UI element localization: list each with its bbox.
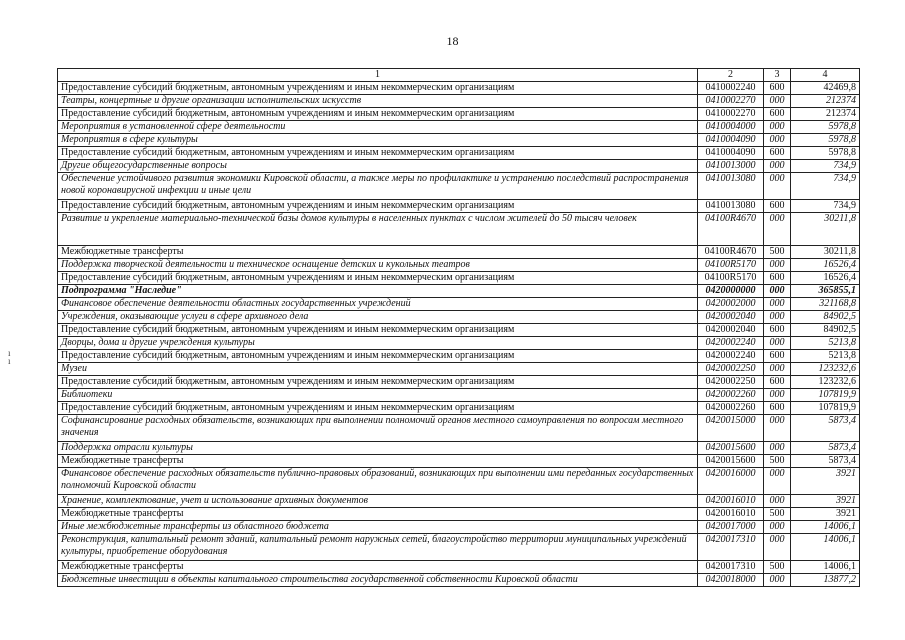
- row-code: 0420002040: [698, 324, 764, 337]
- row-sum: 107819,9: [791, 402, 860, 415]
- table-row: [58, 213, 860, 246]
- row-name: Софинансирование расходных обязательств, возникающих при выполнении полномочий органов местного самоуправления по вопросам местного значения: [58, 415, 698, 442]
- row-sum: 5978,8: [791, 147, 860, 160]
- row-vr: 500: [764, 561, 791, 574]
- row-name: Бюджетные инвестиции в объекты капитального строительства государственной собственности Кировской области: [58, 574, 698, 587]
- table-row: [58, 246, 860, 259]
- table-row: [58, 455, 860, 468]
- row-code: 0410002270: [698, 95, 764, 108]
- row-name: Межбюджетные трансферты: [58, 561, 698, 574]
- row-sum: 365855,1: [791, 285, 860, 298]
- row-code: 0410004090: [698, 147, 764, 160]
- row-code: 0420017000: [698, 521, 764, 534]
- row-sum: 84902,5: [791, 324, 860, 337]
- row-code: 0410013000: [698, 160, 764, 173]
- row-vr: 600: [764, 108, 791, 121]
- row-vr: 500: [764, 455, 791, 468]
- row-code: 0420015000: [698, 415, 764, 442]
- row-vr: 600: [764, 272, 791, 285]
- row-name: Поддержка отрасли культуры: [58, 442, 698, 455]
- row-vr: 000: [764, 285, 791, 298]
- table-row: [58, 495, 860, 508]
- row-vr: 600: [764, 376, 791, 389]
- row-name: Межбюджетные трансферты: [58, 246, 698, 259]
- table-row: [58, 442, 860, 455]
- row-code: 04100R4670: [698, 213, 764, 246]
- scan-margin-mark: ı: [8, 348, 11, 358]
- table-row: [58, 521, 860, 534]
- table-row: [58, 311, 860, 324]
- row-sum: 30211,8: [791, 246, 860, 259]
- table-row: [58, 272, 860, 285]
- row-sum: 16526,4: [791, 272, 860, 285]
- row-name: Финансовое обеспечение деятельности областных государственных учреждений: [58, 298, 698, 311]
- row-name: Театры, концертные и другие организации исполнительских искусств: [58, 95, 698, 108]
- row-code: 0420016010: [698, 508, 764, 521]
- table-row: [58, 134, 860, 147]
- row-code: 04100R5170: [698, 259, 764, 272]
- row-name: Поддержка творческой деятельности и техническое оснащение детских и кукольных театров: [58, 259, 698, 272]
- row-name: Учреждения, оказывающие услуги в сфере архивного дела: [58, 311, 698, 324]
- row-vr: 000: [764, 134, 791, 147]
- row-vr: 000: [764, 495, 791, 508]
- row-vr: 500: [764, 508, 791, 521]
- row-code: 0420002040: [698, 311, 764, 324]
- table-row: [58, 147, 860, 160]
- row-code: 04100R4670: [698, 246, 764, 259]
- table-row: [58, 121, 860, 134]
- row-code: 0420002000: [698, 298, 764, 311]
- row-code: 0420002240: [698, 337, 764, 350]
- row-name: Предоставление субсидий бюджетным, автономным учреждениям и иным некоммерческим организациям: [58, 402, 698, 415]
- row-name: Подпрограмма "Наследие": [58, 285, 698, 298]
- row-sum: 42469,8: [791, 82, 860, 95]
- row-sum: 14006,1: [791, 534, 860, 561]
- table-row: [58, 95, 860, 108]
- row-name: Развитие и укрепление материально-технической базы домов культуры в населенных пунктах с числом жителей до 50 тысяч человек: [58, 213, 698, 246]
- header-col-name: 1: [58, 69, 698, 82]
- table-row: [58, 285, 860, 298]
- row-vr: 000: [764, 259, 791, 272]
- row-name: Реконструкция, капитальный ремонт зданий, капитальный ремонт наружных сетей, благоустройство территории муниципальных учреждений культуры, приобретение оборудования: [58, 534, 698, 561]
- table-row: [58, 561, 860, 574]
- table-row: [58, 468, 860, 495]
- row-code: 0420002260: [698, 389, 764, 402]
- header-col-sum: 4: [791, 69, 860, 82]
- table-row: [58, 534, 860, 561]
- row-code: 0420015600: [698, 442, 764, 455]
- table-row: [58, 160, 860, 173]
- row-name: Предоставление субсидий бюджетным, автономным учреждениям и иным некоммерческим организациям: [58, 108, 698, 121]
- row-sum: 5873,4: [791, 415, 860, 442]
- table-row: [58, 200, 860, 213]
- row-code: 0410002240: [698, 82, 764, 95]
- row-name: Финансовое обеспечение расходных обязательств публично-правовых образований, возникающих при выполнении ими переданных государственных полномочий Кировской области: [58, 468, 698, 495]
- row-sum: 14006,1: [791, 521, 860, 534]
- table-row: [58, 82, 860, 95]
- table-row: [58, 259, 860, 272]
- row-vr: 000: [764, 298, 791, 311]
- row-code: 0410013080: [698, 173, 764, 200]
- row-sum: 30211,8: [791, 213, 860, 246]
- row-name: Предоставление субсидий бюджетным, автономным учреждениям и иным некоммерческим организациям: [58, 200, 698, 213]
- row-code: 0420015600: [698, 455, 764, 468]
- header-col-code: 2: [698, 69, 764, 82]
- row-vr: 000: [764, 311, 791, 324]
- row-code: 0410004000: [698, 121, 764, 134]
- row-code: 0410002270: [698, 108, 764, 121]
- row-sum: 84902,5: [791, 311, 860, 324]
- row-code: 0410004090: [698, 134, 764, 147]
- row-name: Предоставление субсидий бюджетным, автономным учреждениям и иным некоммерческим организациям: [58, 376, 698, 389]
- row-code: 0420017310: [698, 534, 764, 561]
- row-name: Предоставление субсидий бюджетным, автономным учреждениям и иным некоммерческим организациям: [58, 350, 698, 363]
- row-sum: 3921: [791, 495, 860, 508]
- row-sum: 13877,2: [791, 574, 860, 587]
- row-code: 0420002240: [698, 350, 764, 363]
- row-sum: 5873,4: [791, 442, 860, 455]
- page-number: 18: [446, 34, 459, 48]
- row-vr: 000: [764, 213, 791, 246]
- row-name: Предоставление субсидий бюджетным, автономным учреждениям и иным некоммерческим организациям: [58, 82, 698, 95]
- row-vr: 000: [764, 95, 791, 108]
- row-vr: 000: [764, 534, 791, 561]
- row-sum: 212374: [791, 108, 860, 121]
- row-code: 0420016000: [698, 468, 764, 495]
- row-sum: 5213,8: [791, 337, 860, 350]
- table-row: [58, 108, 860, 121]
- row-name: Мероприятия в установленной сфере деятельности: [58, 121, 698, 134]
- row-sum: 14006,1: [791, 561, 860, 574]
- row-name: Музеи: [58, 363, 698, 376]
- row-vr: 600: [764, 147, 791, 160]
- row-vr: 000: [764, 121, 791, 134]
- row-name: Библиотеки: [58, 389, 698, 402]
- row-code: 04100R5170: [698, 272, 764, 285]
- row-code: 0420000000: [698, 285, 764, 298]
- row-vr: 600: [764, 200, 791, 213]
- row-vr: 000: [764, 521, 791, 534]
- header-col-vr: 3: [764, 69, 791, 82]
- row-sum: 5213,8: [791, 350, 860, 363]
- table-row: [58, 574, 860, 587]
- row-sum: 734,9: [791, 160, 860, 173]
- row-vr: 000: [764, 574, 791, 587]
- row-code: 0420002260: [698, 402, 764, 415]
- table-row: [58, 402, 860, 415]
- table-row: [58, 508, 860, 521]
- table-row: [58, 376, 860, 389]
- row-name: Межбюджетные трансферты: [58, 508, 698, 521]
- row-sum: 16526,4: [791, 259, 860, 272]
- table-header-row: [58, 69, 860, 82]
- table-row: [58, 173, 860, 200]
- row-sum: 3921: [791, 468, 860, 495]
- row-vr: 600: [764, 402, 791, 415]
- row-vr: 000: [764, 415, 791, 442]
- table-row: [58, 363, 860, 376]
- row-code: 0410013080: [698, 200, 764, 213]
- row-name: Предоставление субсидий бюджетным, автономным учреждениям и иным некоммерческим организациям: [58, 147, 698, 160]
- row-name: Хранение, комплектование, учет и использование архивных документов: [58, 495, 698, 508]
- row-code: 0420016010: [698, 495, 764, 508]
- row-vr: 500: [764, 246, 791, 259]
- row-code: 0420018000: [698, 574, 764, 587]
- row-name: Обеспечение устойчивого развития экономики Кировской области, а также меры по профилактике и устранению последствий распространения новой коронавирусной инфекции и иные цели: [58, 173, 698, 200]
- budget-table: [57, 68, 860, 587]
- row-name: Предоставление субсидий бюджетным, автономным учреждениям и иным некоммерческим организациям: [58, 272, 698, 285]
- row-name: Дворцы, дома и другие учреждения культуры: [58, 337, 698, 350]
- row-sum: 5873,4: [791, 455, 860, 468]
- row-code: 0420017310: [698, 561, 764, 574]
- row-sum: 734,9: [791, 200, 860, 213]
- row-name: Мероприятия в сфере культуры: [58, 134, 698, 147]
- row-vr: 600: [764, 324, 791, 337]
- row-vr: 000: [764, 389, 791, 402]
- row-name: Предоставление субсидий бюджетным, автономным учреждениям и иным некоммерческим организациям: [58, 324, 698, 337]
- row-vr: 000: [764, 160, 791, 173]
- row-vr: 000: [764, 442, 791, 455]
- row-name: Другие общегосударственные вопросы: [58, 160, 698, 173]
- table-row: [58, 415, 860, 442]
- row-sum: 123232,6: [791, 363, 860, 376]
- table-row: [58, 324, 860, 337]
- row-sum: 3921: [791, 508, 860, 521]
- row-sum: 5978,8: [791, 121, 860, 134]
- row-code: 0420002250: [698, 376, 764, 389]
- row-vr: 000: [764, 468, 791, 495]
- row-vr: 000: [764, 363, 791, 376]
- row-sum: 107819,9: [791, 389, 860, 402]
- row-code: 0420002250: [698, 363, 764, 376]
- table-row: [58, 350, 860, 363]
- scan-margin-mark: ı: [8, 356, 11, 366]
- row-sum: 212374: [791, 95, 860, 108]
- row-vr: 000: [764, 337, 791, 350]
- row-vr: 600: [764, 350, 791, 363]
- row-sum: 5978,8: [791, 134, 860, 147]
- row-sum: 734,9: [791, 173, 860, 200]
- row-sum: 123232,6: [791, 376, 860, 389]
- table-row: [58, 298, 860, 311]
- row-vr: 600: [764, 82, 791, 95]
- row-vr: 000: [764, 173, 791, 200]
- table-row: [58, 337, 860, 350]
- row-name: Межбюджетные трансферты: [58, 455, 698, 468]
- row-sum: 321168,8: [791, 298, 860, 311]
- table-row: [58, 389, 860, 402]
- row-name: Иные межбюджетные трансферты из областного бюджета: [58, 521, 698, 534]
